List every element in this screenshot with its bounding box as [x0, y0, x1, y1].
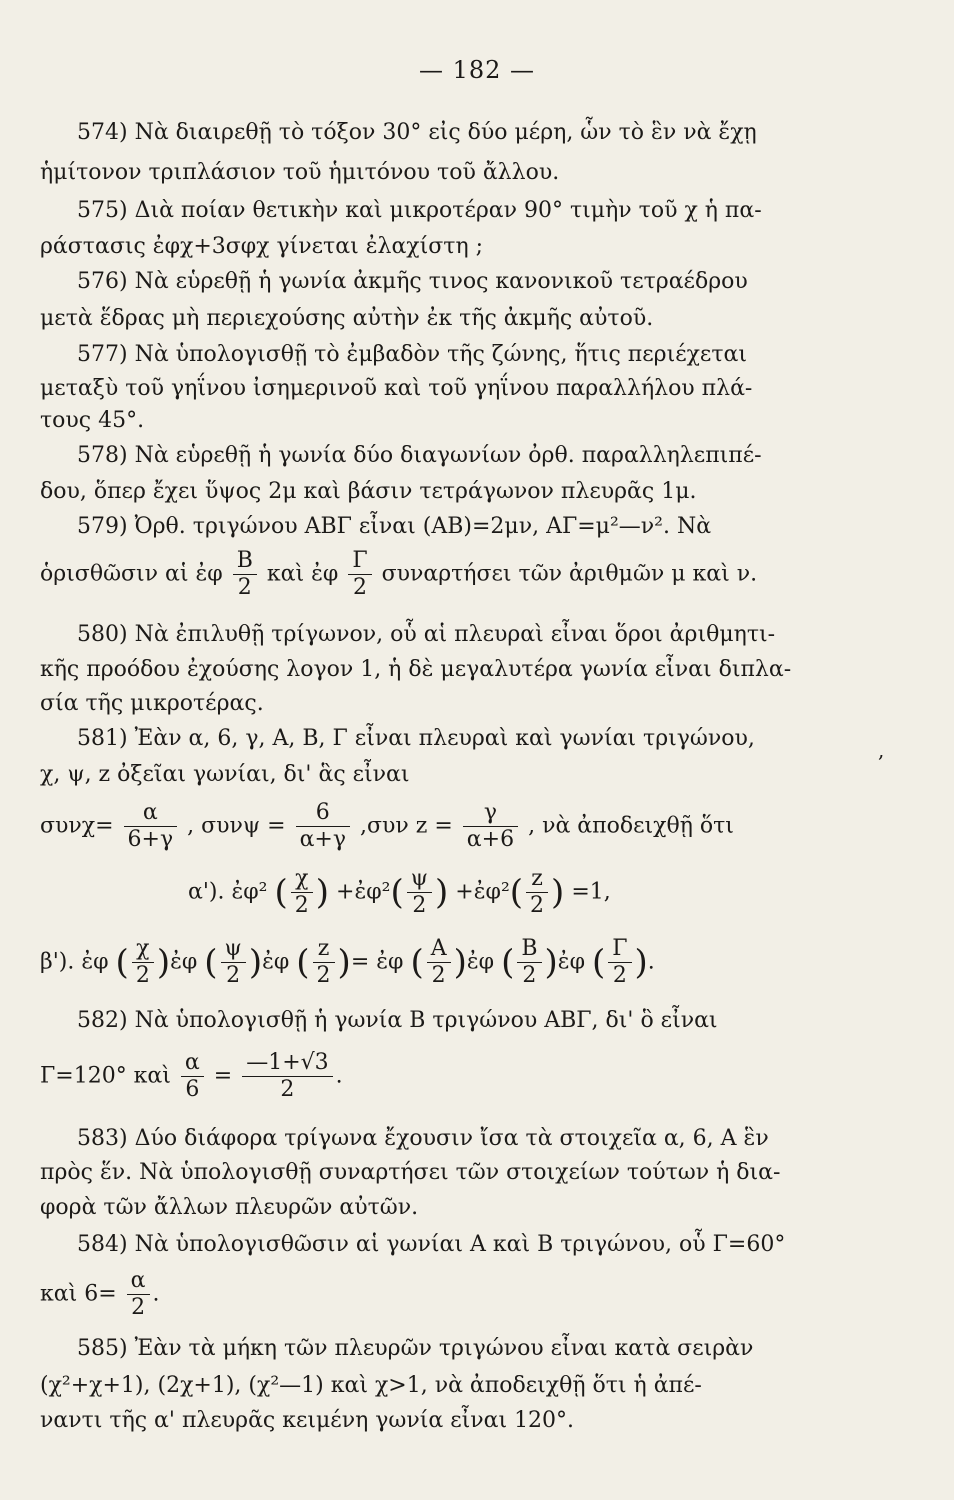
text-line: 580) Νὰ ἐπιλυθῇ τρίγωνον, οὗ αἱ πλευραὶ εἶναι ὅροι ἀριθμητι- [77, 622, 776, 647]
text-line: σία τῆς μικροτέρας. [40, 691, 264, 716]
fraction: $\frac{—1+√3}{2}$ [242, 1050, 332, 1103]
text-line: 578) Νὰ εὑρεθῇ ἡ γωνία δύο διαγωνίων ὀρθ. παραλληλεπιπέ- [77, 443, 762, 468]
text-line: 585) Ἐὰν τὰ μήκη τῶν πλευρῶν τριγώνου εἶναι κατὰ σειρὰν [77, 1336, 754, 1361]
text-line: (χ²+χ+1), (2χ+1), (χ²—1) καὶ χ>1, νὰ ἀποδειχθῇ ὅτι ἡ ἀπέ- [40, 1373, 702, 1398]
text-line: 583) Δύο διάφορα τρίγωνα ἔχουσιν ἴσα τὰ στοιχεῖα α, 6, Α ἓν [77, 1126, 769, 1151]
formula-text: ,συν z = [360, 813, 453, 839]
formula-text: , συνψ = [187, 813, 286, 839]
fraction: $\frac{\chi}{2}$ [291, 866, 313, 919]
formula-text: καὶ 6= [40, 1281, 117, 1307]
text-line: 582) Νὰ ὑπολογισθῇ ἡ γωνία Β τριγώνου ΑΒΓ, δι' ὃ εἶναι [77, 1008, 718, 1033]
formula-text: ὁρισθῶσιν αἱ ἐφ [40, 561, 223, 587]
text-line: 575) Διὰ ποίαν θετικὴν καὶ μικροτέραν 90° τιμὴν τοῦ χ ἡ πα- [77, 198, 762, 223]
margin-mark: , [878, 738, 885, 762]
text-line: φορὰ τῶν ἄλλων πλευρῶν αὐτῶν. [40, 1195, 419, 1220]
text-line: 574) Νὰ διαιρεθῇ τὸ τόξον 30° εἰς δύο μέρη, ὧν τὸ ἓν νὰ ἔχῃ [77, 120, 757, 145]
fraction: $\frac{z}{2}$ [313, 936, 335, 989]
fraction: $\frac{B}{2}$ [517, 936, 541, 989]
fraction: $\frac{\alpha}{6+\gamma}$ [124, 800, 178, 853]
text-line: τους 45°. [40, 408, 145, 433]
formula-text: καὶ ἐφ [266, 561, 339, 587]
fraction: $\frac{\alpha}{6}$ [181, 1050, 204, 1103]
fraction: $\frac{B}{2}$ [233, 548, 257, 601]
fraction: $\frac{\Gamma}{2}$ [608, 936, 631, 989]
page-number: — 182 — [418, 56, 536, 84]
text-line: κῆς προόδου ἐχούσης λογον 1, ἡ δὲ μεγαλυτέρα γωνία εἶναι διπλα- [40, 657, 792, 682]
fraction: $\frac{\chi}{2}$ [132, 936, 154, 989]
fraction: $\frac{z}{2}$ [526, 866, 548, 919]
fraction: $\frac{\psi}{2}$ [407, 866, 432, 919]
text-line: μετὰ ἕδρας μὴ περιεχούσης αὐτὴν ἐκ τῆς ἀκμῆς αὐτοῦ. [40, 306, 654, 331]
text-line: δου, ὅπερ ἔχει ὕψος 2μ καὶ βάσιν τετράγωνον πλευρᾶς 1μ. [40, 479, 697, 504]
formula-text: =1, [571, 879, 611, 905]
text-line: μεταξὺ τοῦ γηΐνου ἰσημερινοῦ καὶ τοῦ γηΐνου παραλλήλου πλά- [40, 376, 753, 401]
text-line: 577) Νὰ ὑπολογισθῇ τὸ ἐμβαδὸν τῆς ζώνης, ἥτις περιέχεται [77, 342, 747, 367]
formula-579 [40, 548, 757, 601]
fraction: $\frac{6}{\alpha+\gamma}$ [296, 800, 350, 853]
fraction: $\frac{\Gamma}{2}$ [348, 548, 371, 601]
text-line: πρὸς ἕν. Νὰ ὑπολογισθῇ συναρτήσει τῶν στοιχείων τούτων ἡ δια- [40, 1160, 781, 1185]
text-line: 584) Νὰ ὑπολογισθῶσιν αἱ γωνίαι Α καὶ Β τριγώνου, οὗ Γ=60° [77, 1232, 786, 1257]
fraction: $\frac{\psi}{2}$ [221, 936, 246, 989]
formula-581-definitions [40, 800, 734, 853]
formula-584: καὶ 6= $\frac{\alpha}{2}$ . [40, 1268, 160, 1320]
text-line: ἡμίτονον τριπλάσιον τοῦ ἡμιτόνου τοῦ ἄλλου. [40, 160, 560, 185]
text-line: χ, ψ, z ὀξεῖαι γωνίαι, δι' ἃς εἶναι [40, 762, 410, 787]
text-line: 581) Ἐὰν α, 6, γ, Α, Β, Γ εἶναι πλευραὶ καὶ γωνίαι τριγώνου, [77, 726, 755, 751]
formula-text: β'). ἐφ [40, 949, 109, 975]
formula-581-alpha: α'). ἐφ² ( $\frac{\chi}{2}$ ) +ἐφ²( $\frac{\psi}{2}$ ) +ἐφ²( $\frac{z}{2}$ ) =1, [188, 866, 611, 918]
formula-text: α'). ἐφ² [188, 879, 268, 905]
text-line: ράστασις ἐφχ+3σφχ γίνεται ἐλαχίστη ; [40, 234, 484, 259]
fraction: $\frac{\gamma}{\alpha+6}$ [463, 800, 518, 853]
text-line: 579) Ὀρθ. τριγώνου ΑΒΓ εἶναι (ΑΒ)=2μν, ΑΓ=μ²—ν². Νὰ [77, 514, 712, 539]
formula-text: συνχ= [40, 813, 114, 839]
text-line: ναντι τῆς α' πλευρᾶς κειμένη γωνία εἶναι 120°. [40, 1408, 575, 1433]
fraction: $\frac{A}{2}$ [427, 936, 451, 989]
text-line: 576) Νὰ εὑρεθῇ ἡ γωνία ἀκμῆς τινος κανονικοῦ τετραέδρου [77, 269, 748, 294]
formula-text: Γ=120° καὶ [40, 1063, 171, 1089]
formula-582: Γ=120° καὶ $\frac{\alpha}{6}$ = $\frac{—1+√3}{2}$ . [40, 1050, 343, 1102]
formula-581-beta: β'). ἐφ ( $\frac{\chi}{2}$ )ἐφ ( $\frac{\psi}{2}$ )ἐφ ( $\frac{z}{2}$ )= ἐφ ( $\frac{A}{2}$ )ἐφ ( $\frac{B}{2}$ )ἐφ ( $\frac{\Gamma}{2}$ ). [40, 936, 655, 988]
formula-text: , νὰ ἀποδειχθῇ ὅτι [528, 813, 734, 839]
formula-text: συναρτήσει τῶν ἀριθμῶν μ καὶ ν. [381, 561, 758, 587]
fraction: $\frac{\alpha}{2}$ [127, 1268, 150, 1321]
